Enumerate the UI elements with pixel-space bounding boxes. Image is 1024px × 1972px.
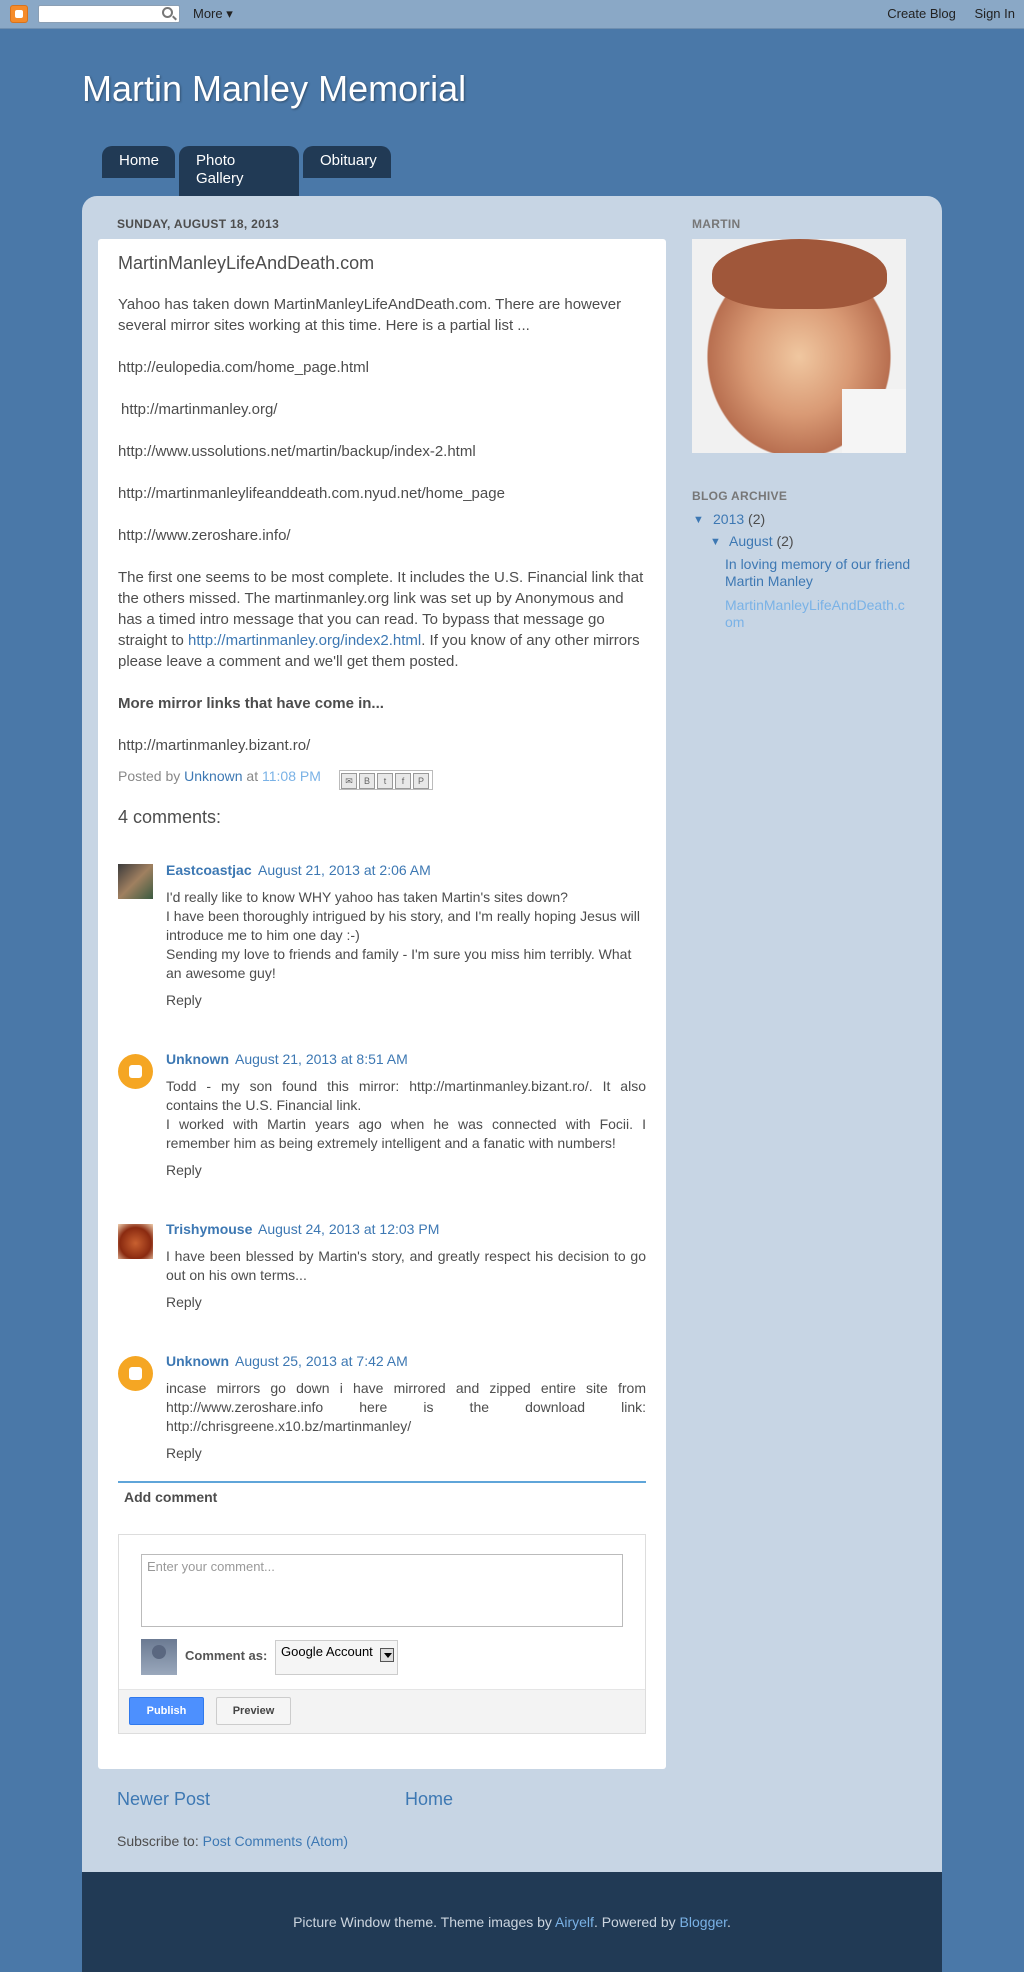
archive-post-link[interactable]: In loving memory of our friend Martin Manley [725,556,911,589]
reply-link[interactable]: Reply [166,1445,202,1461]
archive-year-link[interactable]: 2013 [713,511,745,527]
mirror-link-nyud[interactable]: http://martinmanleylifeanddeath.com.nyud.net/home_page [118,485,505,502]
footer-prefix: Picture Window theme. Theme images by [293,1914,556,1930]
profile-photo[interactable] [692,239,906,453]
post-timestamp-link[interactable]: 11:08 PM [262,768,321,784]
post-footer [118,768,321,784]
airyelf-link[interactable]: Airyelf [555,1914,594,1930]
pinterest-share-icon[interactable]: P [413,773,429,789]
blogthis-share-icon[interactable]: B [359,773,375,789]
archive-month-link[interactable]: August [729,533,773,549]
reply-link[interactable]: Reply [166,1294,202,1310]
reply-link[interactable]: Reply [166,992,202,1008]
archive-year-toggle-icon[interactable]: ▼ [693,514,704,526]
mirror-link-martinmanley-org[interactable]: http://martinmanley.org/ [121,401,278,418]
comment-line: Sending my love to friends and family - I'm sure you miss him terribly. What an awesome guy! [166,946,632,981]
archive-month-toggle-icon[interactable]: ▼ [710,536,721,548]
comment-as-label: Comment as: [185,1648,268,1663]
mirror-link-eulopedia[interactable]: http://eulopedia.com/home_page.html [118,359,369,376]
post-body-text: The first one seems to be most complete. It includes the U.S. Financial link that the others missed. The martinmanley.org link was set up by Anonymous and has a timed intro message that you can read. To bypass that message go straight to [118,569,644,649]
blog-archive-title: BLOG ARCHIVE [692,489,788,503]
add-comment-divider [118,1481,646,1483]
comment-line: Todd - my son found this mirror: http://martinmanley.bizant.ro/. It also contains the U.S. Financial link. [166,1078,646,1113]
blog-title[interactable]: Martin Manley Memorial [82,68,467,109]
page-footer [82,1872,942,1972]
facebook-share-icon[interactable]: f [395,773,411,789]
comment-body [166,1077,646,1153]
commenter-avatar[interactable] [118,864,153,899]
post-body-paragraph [118,567,646,672]
preview-button[interactable]: Preview [216,1697,291,1725]
comment-author[interactable]: Eastcoastjac [166,862,252,878]
comment-date[interactable]: August 21, 2013 at 8:51 AM [235,1051,408,1067]
publish-button[interactable]: Publish [129,1697,204,1725]
tab-obituary[interactable]: Obituary [303,146,391,178]
comments-title: 4 comments: [118,807,222,827]
post-date-header: SUNDAY, AUGUST 18, 2013 [117,217,280,231]
sign-in-link[interactable]: Sign In [974,6,1015,21]
tab-home[interactable]: Home [102,146,175,178]
comment-line: I have been blessed by Martin's story, and greatly respect his decision to go out on his own terms... [166,1248,646,1283]
blogger-avatar-icon[interactable] [118,1054,153,1089]
post-intro: Yahoo has taken down MartinManleyLifeAndDeath.com. There are however several mirror sites working at this time. Here is a partial list ... [118,296,622,334]
inline-mirror-link[interactable]: http://martinmanley.org/index2.html [188,632,422,649]
comment-date[interactable]: August 24, 2013 at 12:03 PM [258,1221,440,1237]
archive-month-count: (2) [776,533,794,549]
home-link[interactable]: Home [405,1789,454,1809]
comment-body [166,888,646,983]
create-blog-link[interactable]: Create Blog [887,6,956,21]
archive-year[interactable] [713,511,765,527]
add-comment-heading: Add comment [124,1489,218,1505]
subscribe-line [117,1833,348,1849]
comment-body [166,1379,646,1436]
archive-post-link-current[interactable]: MartinManleyLifeAndDeath.com [725,597,905,630]
profile-title: MARTIN [692,217,741,231]
navbar [0,0,1024,29]
share-buttons [339,770,433,790]
atom-feed-link[interactable]: Post Comments (Atom) [202,1833,349,1849]
twitter-share-icon[interactable]: t [377,773,393,789]
reply-link[interactable]: Reply [166,1162,202,1178]
comment-textarea[interactable]: Enter your comment... [141,1554,623,1627]
comment-author[interactable]: Unknown [166,1051,229,1067]
tab-photo-gallery[interactable]: Photo Gallery [179,146,299,196]
blogger-avatar-icon[interactable] [118,1356,153,1391]
blogger-logo-icon[interactable] [10,5,28,23]
account-select[interactable] [275,1640,398,1675]
comment-date[interactable]: August 25, 2013 at 7:42 AM [235,1353,408,1369]
footer-middle: . Powered by [593,1914,680,1930]
footer-text [82,1914,942,1930]
blogger-link[interactable]: Blogger [679,1914,728,1930]
comment-body [166,1247,646,1285]
profile-photo-hair [712,239,887,309]
footer-suffix: . [727,1914,731,1930]
comment-line: I worked with Martin years ago when he was connected with Focii. I remember him as being extremely intelligent and a fanatic with numbers! [166,1116,646,1151]
mirror-link-bizant[interactable]: http://martinmanley.bizant.ro/ [118,737,311,754]
subscribe-label: Subscribe to: [117,1833,203,1849]
account-select-value: Google Account [281,1644,373,1659]
comment-author[interactable]: Trishymouse [166,1221,253,1237]
post-title: MartinManleyLifeAndDeath.com [118,253,375,273]
search-icon[interactable] [162,7,173,18]
archive-month[interactable] [729,533,794,549]
more-mirrors-heading: More mirror links that have come in... [118,695,384,712]
comment-line: I'd really like to know WHY yahoo has taken Martin's sites down? [166,889,568,905]
chevron-down-icon[interactable] [380,1648,394,1662]
post-body-text-end: . If you know of any other mirrors please leave a comment and we'll get them posted. [118,632,640,670]
comment-line: I have been thoroughly intrigued by his story, and I'm really hoping Jesus will introduce me to him one day :-) [166,908,641,943]
comment-date[interactable]: August 21, 2013 at 2:06 AM [258,862,431,878]
newer-post-link[interactable]: Newer Post [117,1789,211,1809]
user-avatar-icon [141,1639,177,1675]
commenter-avatar[interactable] [118,1224,153,1259]
archive-year-count: (2) [748,511,766,527]
comment-line: incase mirrors go down i have mirrored and zipped entire site from http://www.zeroshare.info here is the download link: http://chrisgreene.x10.bz/martinmanley/ [166,1380,646,1434]
comment-author[interactable]: Unknown [166,1353,229,1369]
profile-photo-shirt [842,389,906,453]
blog-search-input[interactable] [38,5,180,23]
posted-by-label: Posted by [118,768,181,784]
mirror-link-ussolutions[interactable]: http://www.ussolutions.net/martin/backup/index-2.html [118,443,476,460]
email-share-icon[interactable]: ✉ [341,773,357,789]
at-label: at [246,768,259,784]
mirror-link-zeroshare[interactable]: http://www.zeroshare.info/ [118,527,291,544]
more-menu[interactable]: More ▾ [193,6,233,21]
post-author-link[interactable]: Unknown [184,768,243,784]
